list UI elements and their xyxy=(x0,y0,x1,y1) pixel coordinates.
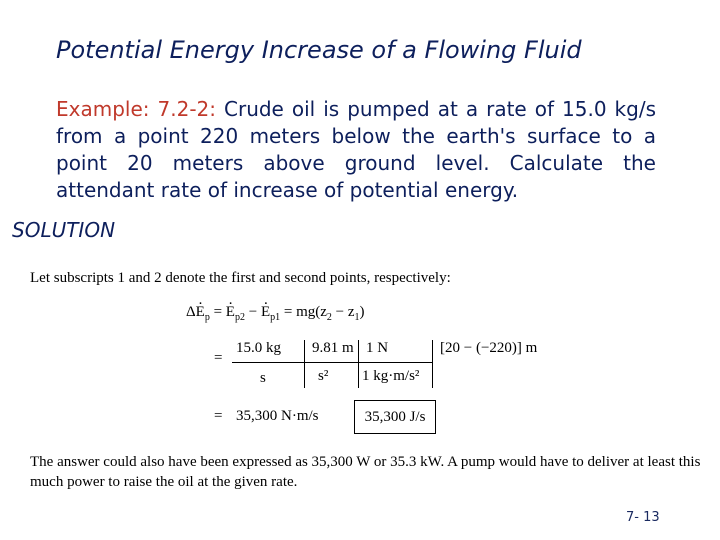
numerator-height-difference: [20 − (−220)] m xyxy=(440,340,538,356)
example-problem xyxy=(56,96,656,204)
lhs-subscript: p xyxy=(204,312,210,323)
answer-text: The answer could also have been expressed as 35,300 W or 35.3 kW. A pump would have to deliver at least this much power to raise the oil at the given rate. xyxy=(30,454,701,490)
denominator-seconds: s xyxy=(260,370,266,386)
equals-sign: = xyxy=(213,304,223,320)
fraction-divider-1 xyxy=(304,340,305,388)
problem-text: Crude oil is pumped at a rate of 15.0 kg/s from a point 220 meters below the earth's surface to a point 20 meters above ground level. Calculate the attendant rate of increase of potential energy. xyxy=(56,97,656,202)
denominator-kg-m-s2: 1 kg·m/s² xyxy=(362,368,420,384)
fraction-divider-3 xyxy=(432,340,433,388)
slide-title: Potential Energy Increase of a Flowing Fluid xyxy=(56,36,582,64)
fraction-divider-2 xyxy=(358,340,359,388)
fraction-bar xyxy=(232,362,432,363)
equation-line-1 xyxy=(186,304,365,323)
boxed-result: 35,300 J/s xyxy=(354,400,436,434)
term2-symbol: . E xyxy=(261,304,270,320)
lhs-symbol: . E xyxy=(196,304,205,320)
equals-sign-line-3: = xyxy=(214,408,223,424)
minus-sign: − xyxy=(248,304,258,320)
equals-sign-line-2: = xyxy=(214,350,223,366)
rhs-subscript-2: 2 xyxy=(326,312,332,323)
rhs-expression: mg(z xyxy=(296,304,327,320)
rhs-end: ) xyxy=(359,304,365,320)
term1-subscript: p2 xyxy=(234,312,245,323)
example-label: Example: 7.2-2: xyxy=(56,97,216,121)
delta-symbol: Δ xyxy=(186,304,196,320)
rhs-middle: − z xyxy=(331,304,355,320)
term1-symbol: . E xyxy=(226,304,235,320)
numerator-mass-rate: 15.0 kg xyxy=(236,340,281,356)
denominator-seconds-squared: s² xyxy=(318,368,329,384)
rhs-subscript-1: 1 xyxy=(354,312,360,323)
page-number: 7- 13 xyxy=(626,510,660,525)
term2-subscript: p1 xyxy=(270,312,281,323)
equals-sign-2: = xyxy=(283,304,293,320)
solution-intro: Let subscripts 1 and 2 denote the first and second points, respectively: xyxy=(30,270,451,286)
numerator-gravity: 9.81 m xyxy=(312,340,354,356)
result-value: 35,300 N·m/s xyxy=(236,408,319,424)
numerator-newton: 1 N xyxy=(366,340,389,356)
solution-heading: SOLUTION xyxy=(12,218,116,242)
